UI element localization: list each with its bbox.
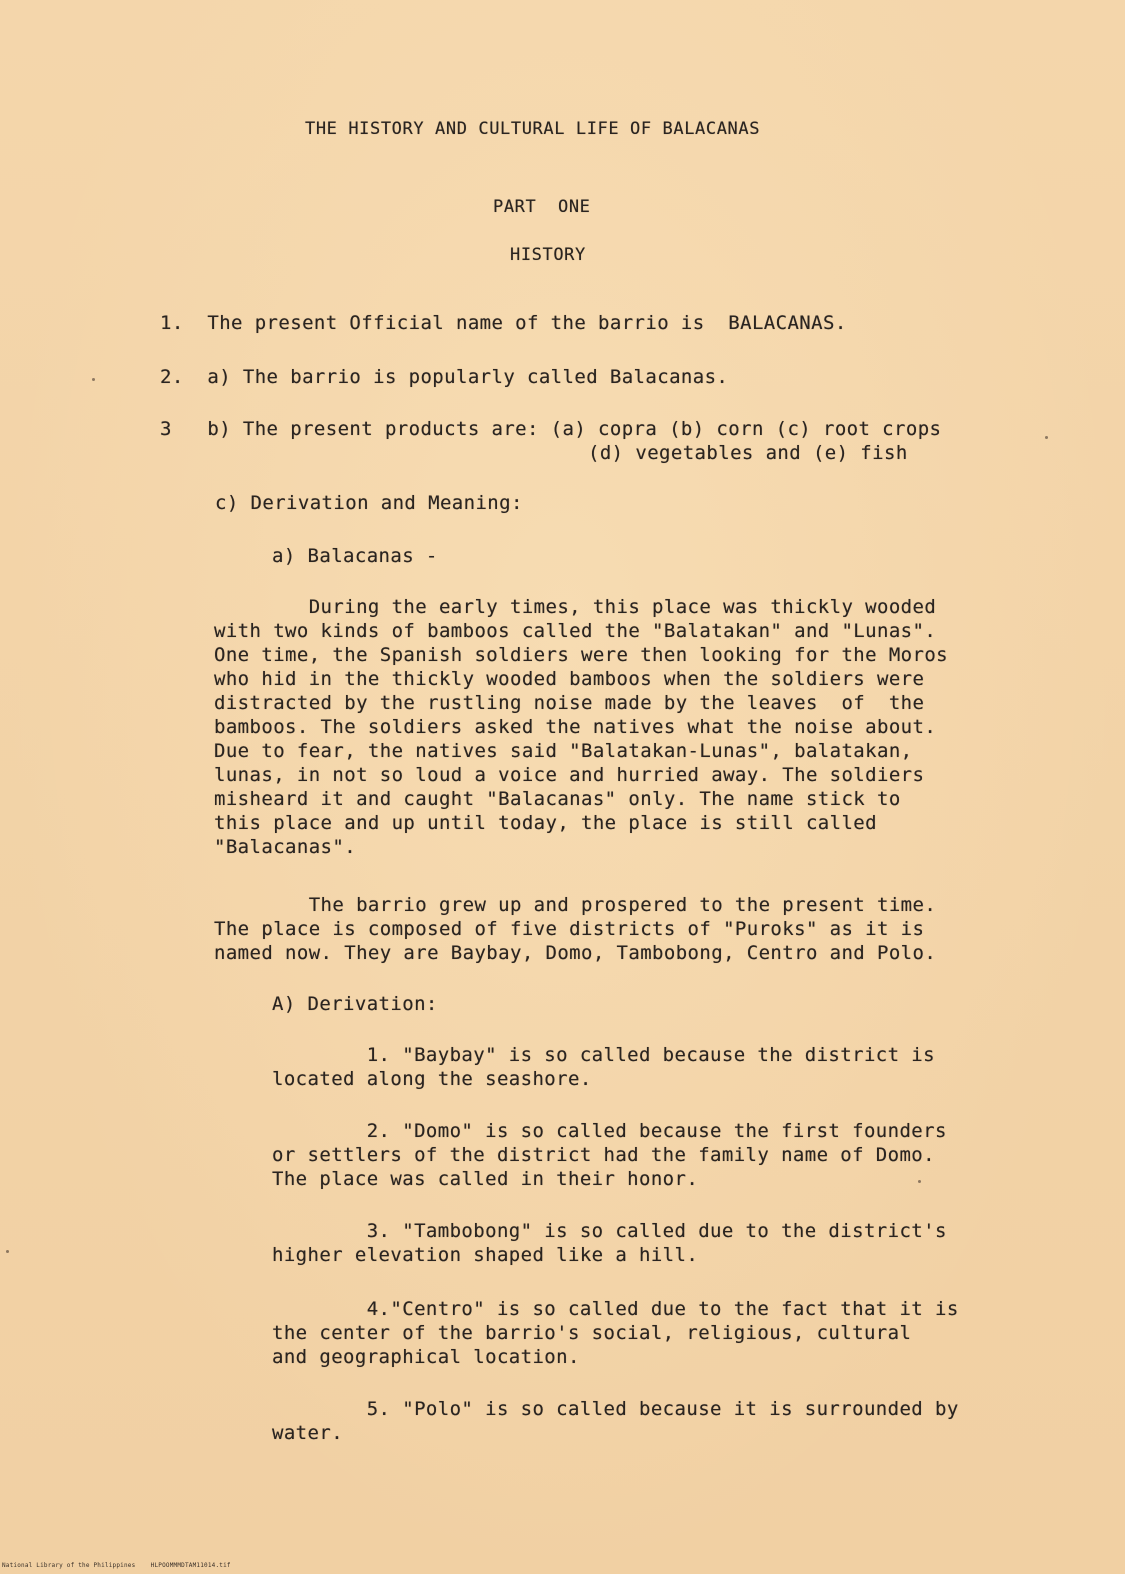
paragraph-line: During the early times, this place was thickly wooded: [214, 596, 937, 618]
paragraph-line: Due to fear, the natives said "Balatakan-Lunas", balatakan,: [214, 740, 913, 762]
derivation-line: 1. "Baybay" is so called because the district is: [272, 1044, 935, 1066]
paragraph-line: The place is composed of five districts of "Puroks" as it is: [214, 918, 925, 940]
derivation-line: 4."Centro" is so called due to the fact that it is: [272, 1298, 959, 1320]
derivation-line: The place was called in their honor.: [272, 1168, 699, 1190]
item-2a: 2. a) The barrio is popularly called Balacanas.: [160, 366, 729, 388]
item-2c: c) Derivation and Meaning:: [215, 492, 523, 514]
paper-speck: [6, 1250, 9, 1253]
paragraph-line: distracted by the rustling noise made by the leaves of the: [214, 692, 925, 714]
paragraph-line: "Balacanas".: [214, 836, 357, 858]
derivation-line: 2. "Domo" is so called because the first founders: [272, 1120, 947, 1142]
derivation-line: 5. "Polo" is so called because it is surrounded by: [272, 1398, 959, 1420]
derivation-line: higher elevation shaped like a hill.: [272, 1244, 699, 1266]
paragraph-line: with two kinds of bamboos called the "Balatakan" and "Lunas".: [214, 620, 937, 642]
item-2b-line1: 3 b) The present products are: (a) copra (b) corn (c) root crops: [160, 418, 942, 440]
derivation-line: the center of the barrio's social, religious, cultural: [272, 1322, 912, 1344]
derivation-line: water.: [272, 1422, 344, 1444]
paper-speck: [918, 1180, 921, 1183]
paragraph-line: lunas, in not so loud a voice and hurried away. The soldiers: [214, 764, 925, 786]
part-heading: PART ONE: [493, 197, 591, 217]
derivation-line: located along the seashore.: [272, 1068, 592, 1090]
derivation-line: and geographical location.: [272, 1346, 580, 1368]
derivation-line: or settlers of the district had the family name of Domo.: [272, 1144, 935, 1166]
item-1: 1. The present Official name of the barrio is BALACANAS.: [160, 312, 847, 334]
paragraph-line: named now. They are Baybay, Domo, Tambobong, Centro and Polo.: [214, 942, 937, 964]
item-2b-line2: (d) vegetables and (e) fish: [588, 442, 908, 464]
scan-footer: National Library of the Philippines HLPOOMMMDTAM11014.tif: [2, 1562, 231, 1569]
paragraph-line: who hid in the thickly wooded bamboos when the soldiers were: [214, 668, 925, 690]
document-title: THE HISTORY AND CULTURAL LIFE OF BALACANAS: [305, 119, 761, 139]
paragraph-line: misheard it and caught "Balacanas" only. The name stick to: [214, 788, 901, 810]
sub-heading-a: a) Balacanas -: [272, 545, 438, 567]
paragraph-line: bamboos. The soldiers asked the natives what the noise about.: [214, 716, 937, 738]
section-heading: HISTORY: [510, 245, 586, 265]
paper-speck: [92, 378, 95, 381]
paragraph-line: this place and up until today, the place is still called: [214, 812, 877, 834]
paragraph-line: One time, the Spanish soldiers were then looking for the Moros: [214, 644, 949, 666]
paper-speck: [1045, 436, 1048, 439]
paragraph-line: The barrio grew up and prospered to the present time.: [214, 894, 937, 916]
derivation-line: 3. "Tambobong" is so called due to the district's: [272, 1220, 947, 1242]
derivation-heading: A) Derivation:: [272, 993, 438, 1015]
